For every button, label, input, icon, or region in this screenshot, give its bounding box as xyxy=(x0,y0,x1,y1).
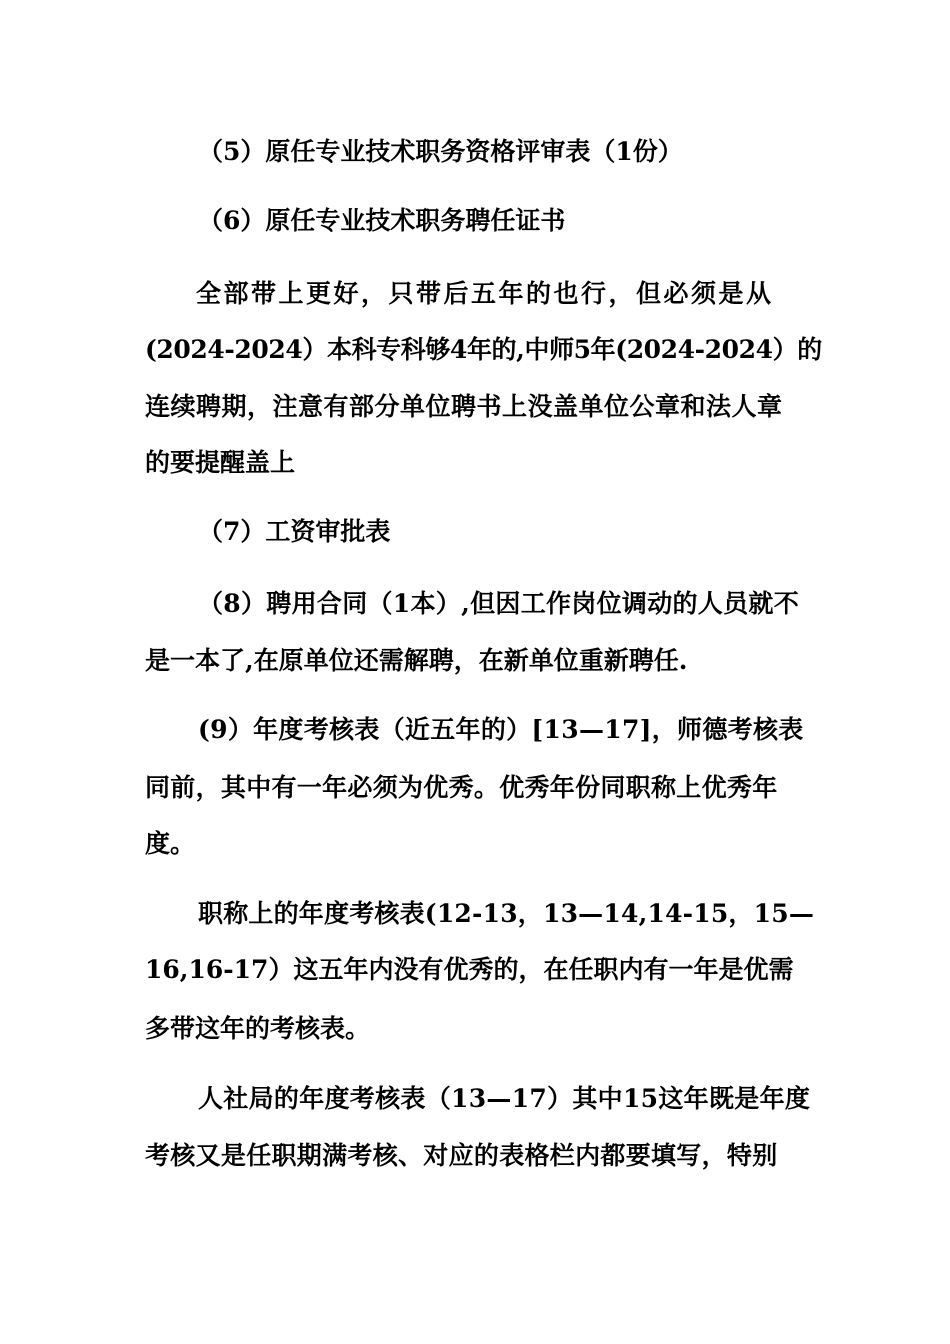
paragraph-line: 考核又是任职期满考核、对应的表格栏内都要填写，特别 xyxy=(145,1141,778,1170)
item-8-text: （8）聘用合同（1本）,但因工作岗位调动的人员就不 xyxy=(198,589,799,618)
paragraph-line: 人社局的年度考核表（13—17）其中15这年既是年度 xyxy=(198,1084,811,1113)
paragraph-line: 是一本了,在原单位还需解聘，在新单位重新聘任. xyxy=(145,646,688,675)
paragraph-line: 16,16-17）这五年内没有优秀的，在任职内有一年是优需 xyxy=(145,955,794,984)
paragraph-line: 连续聘期，注意有部分单位聘书上没盖单位公章和法人章 xyxy=(145,392,783,421)
paragraph-line: 全部带上更好，只带后五年的也行，但必须是从 xyxy=(196,279,774,308)
paragraph-line: (2024-2024）本科专科够4年的,中师5年(2024-2024）的 xyxy=(145,335,822,364)
item-5-text: （5）原任专业技术职务资格评审表（1份） xyxy=(198,137,683,166)
paragraph-line: 多带这年的考核表。 xyxy=(145,1014,371,1043)
paragraph-line: 度。 xyxy=(145,829,196,858)
paragraph-line: 的要提醒盖上 xyxy=(145,448,296,477)
item-7-text: （7）工资审批表 xyxy=(198,517,391,546)
item-9-text: (9）年度考核表（近五年的）[13—17]，师德考核表 xyxy=(198,715,804,744)
paragraph-line: 职称上的年度考核表(12-13，13—14,14-15，15— xyxy=(198,899,815,928)
paragraph-line: 同前，其中有一年必须为优秀。优秀年份同职称上优秀年 xyxy=(145,773,778,802)
item-6-text: （6）原任专业技术职务聘任证书 xyxy=(198,206,566,235)
